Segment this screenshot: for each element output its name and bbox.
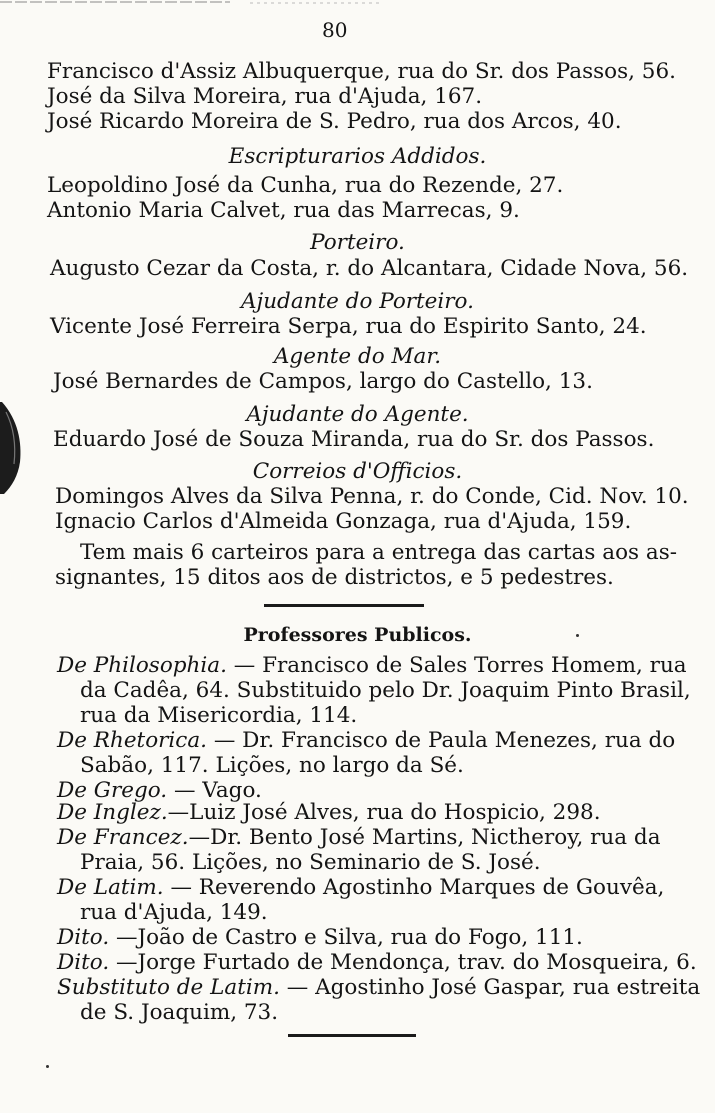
entry-line: Domingos Alves da Silva Penna, r. do Conde, Cid. Nov. 10. <box>55 484 689 509</box>
section-heading-porteiro: Porteiro. <box>310 230 405 255</box>
subject-label: De Grego. <box>57 778 168 803</box>
note-line: signantes, 15 ditos aos de districtos, e 5 pedestres. <box>55 565 614 590</box>
subject-label: De Francez. <box>57 825 189 850</box>
section-heading-professores: Professores Publicos. <box>243 624 472 646</box>
entry-text: —Luiz José Alves, rua do Hospicio, 298. <box>167 800 601 825</box>
note-line: Tem mais 6 carteiros para a entrega das cartas aos as- <box>80 540 677 565</box>
professor-entry-line <box>57 876 664 900</box>
entry-line: Sabão, 117. Lições, no largo da Sé. <box>80 753 464 778</box>
professor-entry-line <box>57 926 583 950</box>
subject-label: Dito. <box>57 950 110 975</box>
entry-line: Ignacio Carlos d'Almeida Gonzaga, rua d'Ajuda, 159. <box>55 509 632 534</box>
entry-line: José Ricardo Moreira de S. Pedro, rua dos Arcos, 40. <box>47 109 622 134</box>
professor-entry-line <box>57 801 601 825</box>
page-number: 80 <box>322 18 348 42</box>
entry-text: — Agostinho José Gaspar, rua estreita <box>279 975 701 1000</box>
professor-entry-line <box>57 826 661 850</box>
subject-label: Dito. <box>57 925 110 950</box>
entry-text: —João de Castro e Silva, rua do Fogo, 111. <box>109 925 583 950</box>
subject-label: De Latim. <box>57 875 164 900</box>
subject-label: De Rhetorica. <box>57 728 207 753</box>
section-heading-ajudante-agente: Ajudante do Agente. <box>246 402 469 427</box>
binding-shadow-mark <box>0 402 28 494</box>
entry-line: Eduardo José de Souza Miranda, rua do Sr. dos Passos. <box>53 427 655 452</box>
entry-text: — Reverendo Agostinho Marques de Gouvêa, <box>163 875 665 900</box>
stray-mark <box>576 634 579 637</box>
entry-line: José Bernardes de Campos, largo do Castello, 13. <box>53 369 593 394</box>
page-top-edge <box>0 0 715 6</box>
entry-line: da Cadêa, 64. Substituido pelo Dr. Joaquim Pinto Brasil, <box>80 678 691 703</box>
entry-text: —Jorge Furtado de Mendonça, trav. do Mosqueira, 6. <box>109 950 697 975</box>
section-heading-correios: Correios d'Officios. <box>252 459 463 484</box>
entry-line: rua da Misericordia, 114. <box>80 703 358 728</box>
section-heading-agente-mar: Agente do Mar. <box>273 344 442 369</box>
professor-entry-line <box>57 976 700 1000</box>
subject-label: Substituto de Latim. <box>57 975 280 1000</box>
stray-mark <box>46 1065 49 1068</box>
entry-line: Praia, 56. Lições, no Seminario de S. José. <box>80 850 541 875</box>
professor-entry-line <box>57 729 675 753</box>
subject-label: De Philosophia. <box>57 653 227 678</box>
entry-line: de S. Joaquim, 73. <box>80 1000 279 1025</box>
entry-text: — Vago. <box>167 778 262 803</box>
section-heading-ajudante-porteiro: Ajudante do Porteiro. <box>241 289 474 314</box>
entry-line: José da Silva Moreira, rua d'Ajuda, 167. <box>47 84 483 109</box>
entry-line: Augusto Cezar da Costa, r. do Alcantara, Cidade Nova, 56. <box>50 256 689 281</box>
entry-line: Leopoldino José da Cunha, rua do Rezende, 27. <box>47 173 564 198</box>
entry-line: rua d'Ajuda, 149. <box>80 900 268 925</box>
entry-text: —Dr. Bento José Martins, Nictheroy, rua da <box>188 825 661 850</box>
section-divider <box>264 604 424 607</box>
closing-divider <box>288 1034 416 1037</box>
entry-text: — Dr. Francisco de Paula Menezes, rua do <box>207 728 676 753</box>
subject-label: De Inglez. <box>57 800 168 825</box>
entry-line: Vicente José Ferreira Serpa, rua do Espirito Santo, 24. <box>50 314 647 339</box>
entry-line: Francisco d'Assiz Albuquerque, rua do Sr. dos Passos, 56. <box>47 59 676 84</box>
entry-text: — Francisco de Sales Torres Homem, rua <box>226 653 687 678</box>
section-heading-escripturarios: Escripturarios Addidos. <box>228 144 487 169</box>
professor-entry-line <box>57 654 687 678</box>
professor-entry-line <box>57 951 697 975</box>
entry-line: Antonio Maria Calvet, rua das Marrecas, 9. <box>47 198 520 223</box>
